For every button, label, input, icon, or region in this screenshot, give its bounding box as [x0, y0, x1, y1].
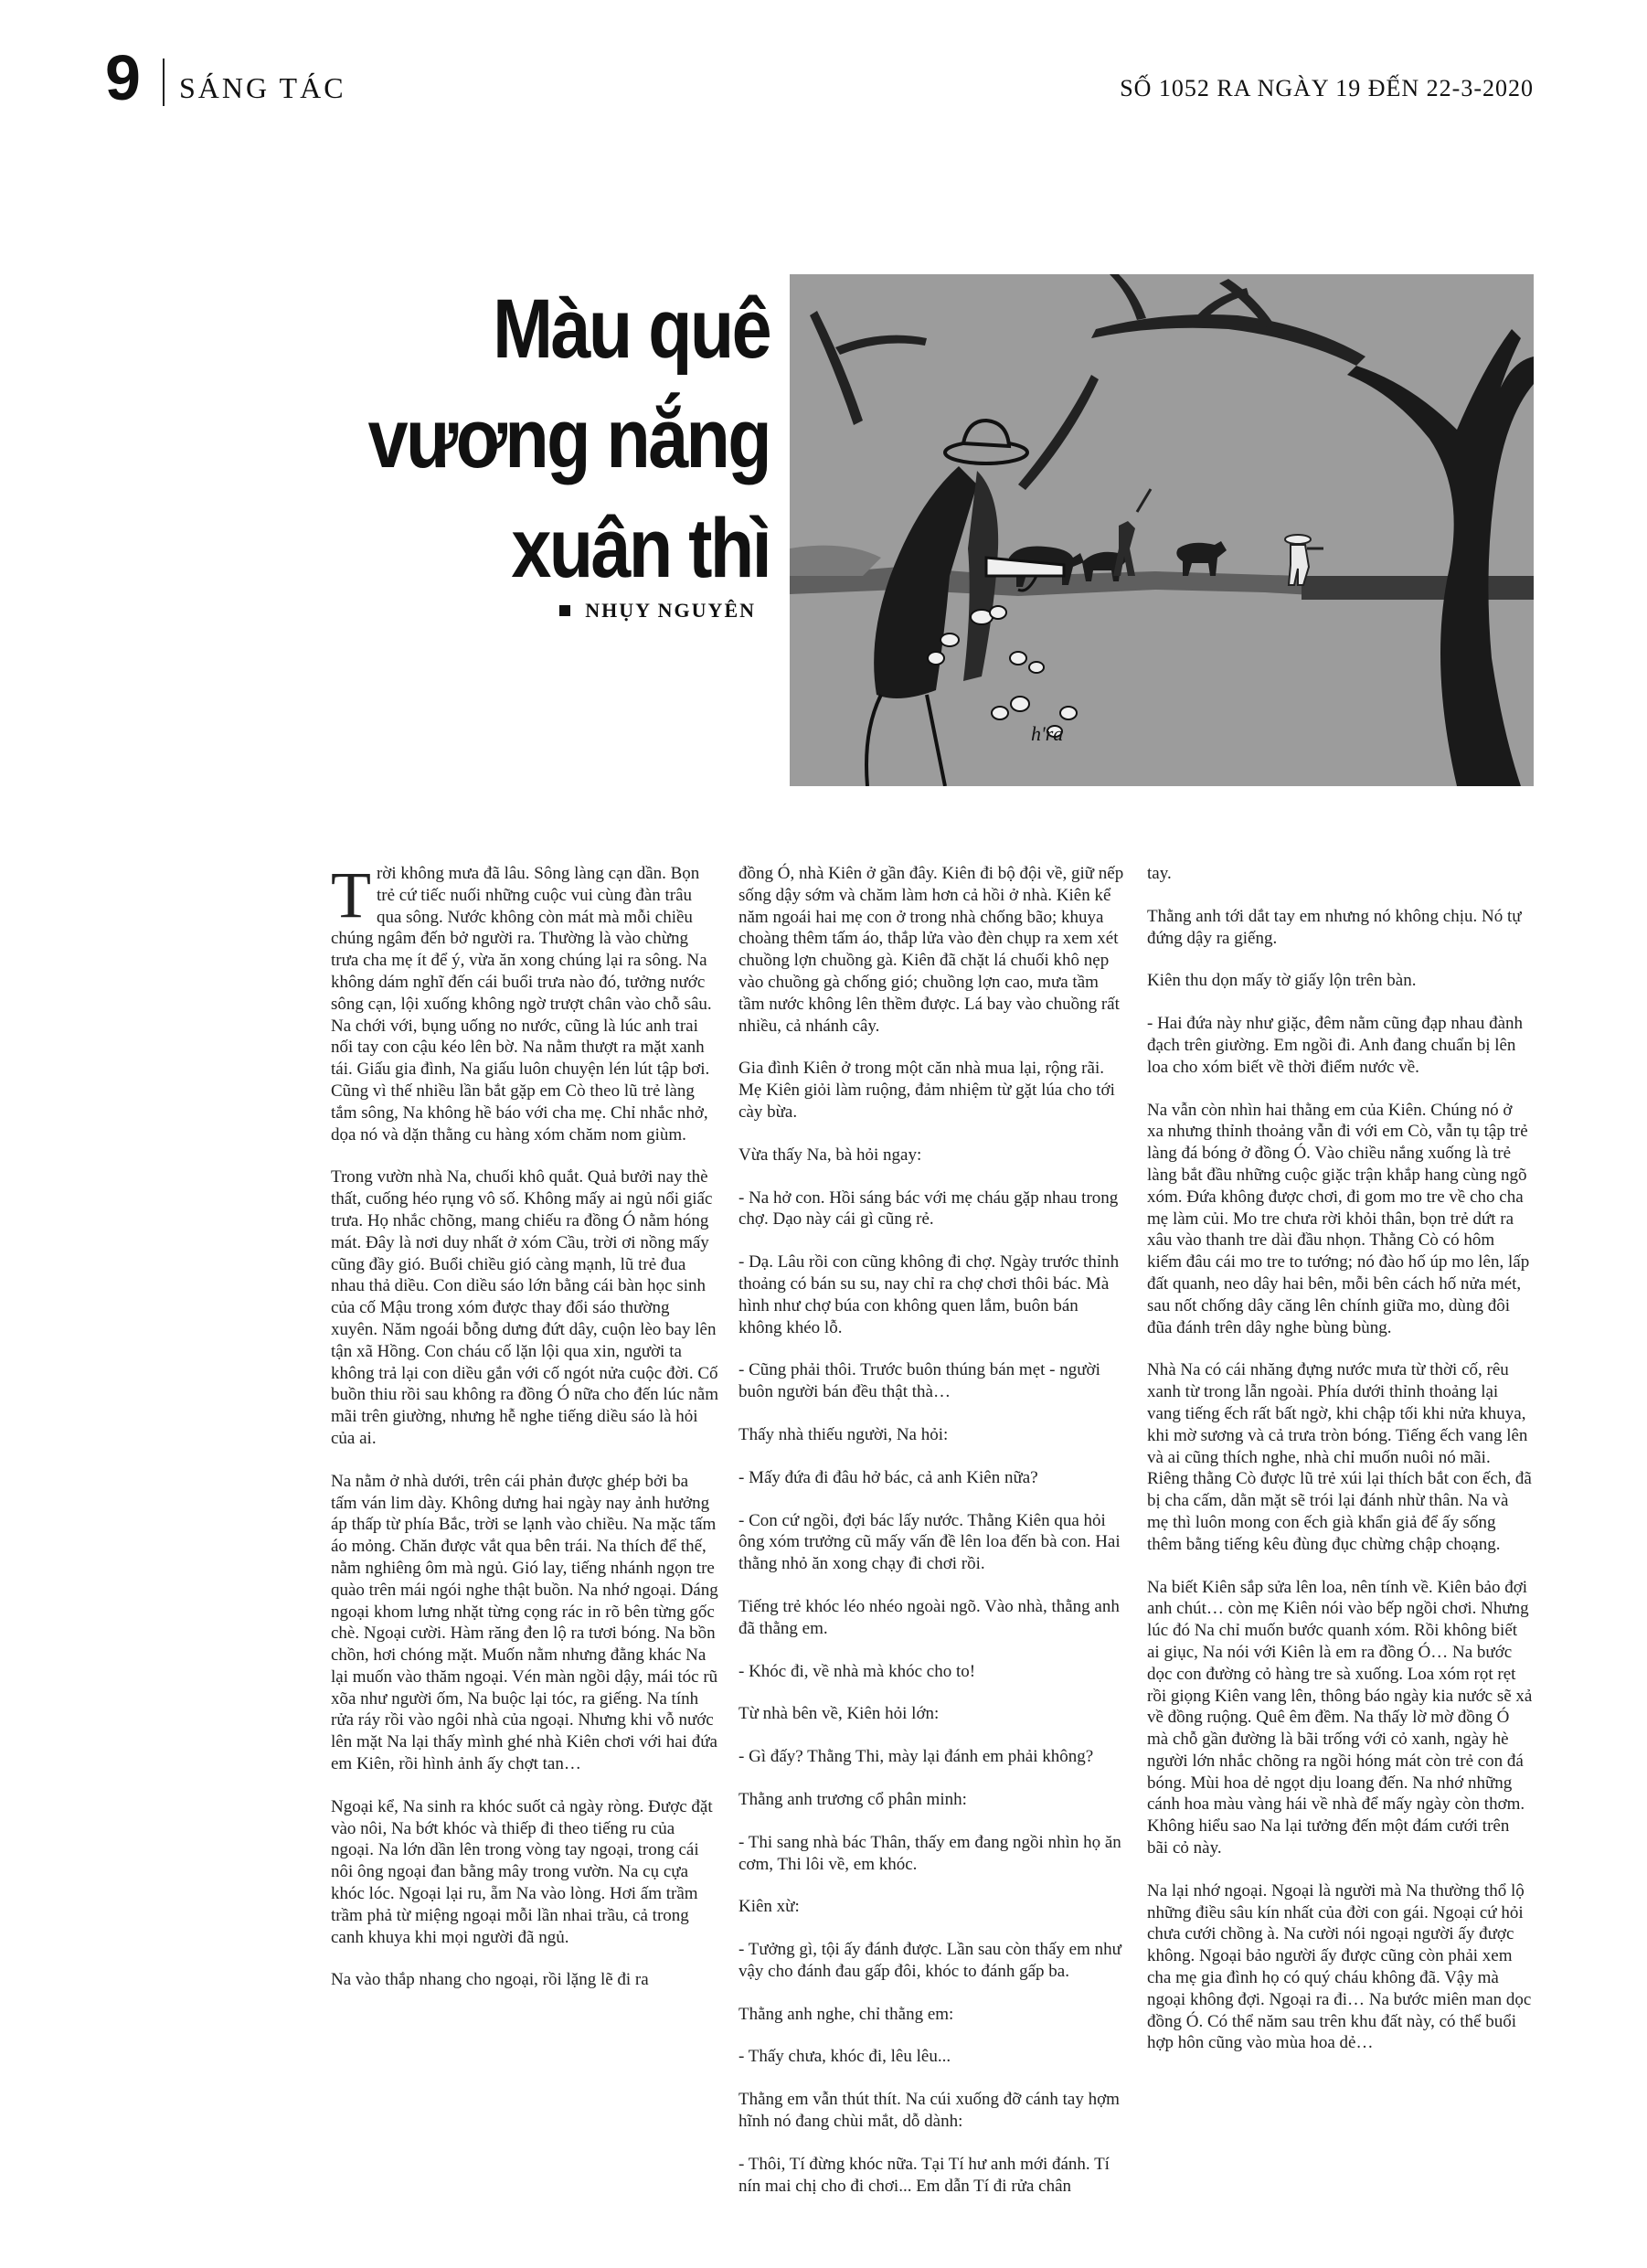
- illustration: [790, 274, 1534, 786]
- paragraph: Kiên thu dọn mấy tờ giấy lộn trên bàn.: [1147, 971, 1417, 991]
- title-line: Màu quê: [493, 282, 770, 376]
- paragraph: Na vẫn còn nhìn hai thằng em của Kiên. Chúng nó ở xa nhưng thỉnh thoảng vẫn đi với em Cò, vẫn tụ tập trẻ làng đá bóng ở đồng Ó. Vào chiều nắng xuống là trẻ làng bắt đầu những cuộc giặc trận khắp hang cùng ngõ xóm. Đứa không được chơi, đi gom mo tre về cho cha mẹ làm củi. Mo tre chưa rời khỏi thân, bọn trẻ dứt ra xâu vào thanh tre dài đầu nhọn. Thằng Cò có hôm kiếm đâu cái mo tre to tướng; nó đào hố úp mo lên, lấp đất quanh, neo dây hai bên, mỗi bên cách hố nửa mét, sau nốt chống dây căng lên chính giữa mo, dùng đôi đũa đánh trên dây nghe bùng bùng.: [1147, 1100, 1530, 1337]
- paragraph: Na biết Kiên sắp sửa lên loa, nên tính về. Kiên bảo đợi anh chút… còn mẹ Kiên nói vào bếp ngồi chơi. Nhưng lúc đó Na chỉ muốn bước quanh xóm. Rồi không biết ai giục, Na nói với Kiên là em ra đồng Ó… Na bước dọc con đường cỏ hàng tre sà xuống. Loa xóm rọt rẹt rồi giọng Kiên vang lên, thông báo ngày kia nước sẽ xả về đồng ruộng. Quê êm đềm. Na thấy lờ mờ đồng Ó mà chỗ gần đường là bãi trống với cỏ xanh, ngày hè người lớn nhắc chõng ra ngồi hóng mát còn trẻ con đá bóng. Mùi hoa dẻ ngọt dịu loang đến. Na nhớ những cánh hoa màu vàng hái về nhà để mấy ngày còn thơm. Không hiểu sao Na lại tưởng đến một đám cưới trên bãi cỏ này.: [1147, 1577, 1533, 1858]
- drop-cap: T: [331, 858, 371, 932]
- author-name: NHỤY NGUYÊN: [585, 599, 756, 622]
- paragraph: Tiếng trẻ khóc léo nhéo ngoài ngõ. Vào nhà, thằng anh đã thằng em.: [738, 1596, 1120, 1638]
- paragraph: - Khóc đi, về nhà mà khóc cho to!: [738, 1661, 976, 1681]
- bullet-square-icon: [559, 605, 570, 616]
- paragraph: Thằng anh trương cổ phân minh:: [738, 1789, 967, 1809]
- section-label: SÁNG TÁC: [179, 71, 346, 104]
- paragraph: Gia đình Kiên ở trong một căn nhà mua lại, rộng rãi. Mẹ Kiên giỏi làm ruộng, đảm nhiệm từ gặt lúa cho tới cày bừa.: [738, 1059, 1115, 1122]
- issue-info: SỐ 1052 RA NGÀY 19 ĐẾN 22-3-2020: [1120, 75, 1534, 101]
- paragraph: Nhà Na có cái nhăng đựng nước mưa từ thời cố, rêu xanh từ trong lẫn ngoài. Phía dưới thỉnh thoảng lại vang tiếng ếch rất bất ngờ, khi chập tối khi nửa khuya, khi mờ sương và cả trưa tròn bóng. Tiếng ếch vang lên và ai cũng thích nghe, nhà chỉ muốn nuôi nó mãi. Riêng thằng Cò được lũ trẻ xúi lại thích bắt con ếch, đã bị cha cấm, dằn mặt sẽ trói lại đánh nhừ thân. Na và mẹ thì luôn mong con ếch già khẩn giả để ấy sống thêm bằng tiếng kêu đùng đục chừng chập choạng.: [1147, 1360, 1532, 1554]
- header-divider: [163, 59, 165, 106]
- article-column-1: [331, 858, 718, 2012]
- article-column-2: [738, 863, 1125, 2218]
- paragraph: Trong vườn nhà Na, chuối khô quắt. Quả bưởi nay thè thất, cuống héo rụng vô số. Không mấy ai ngủ nổi giấc trưa. Họ nhắc chõng, mang chiếu ra đồng Ó nằm hóng mát. Đây là nơi duy nhất ở xóm Cầu, trời ơi nồng mấy cũng đầy gió. Buổi chiều gió càng mạnh, lũ trẻ đua nhau thả diều. Con diều sáo lớn bằng cái bàn học sinh của cố Mậu trong xóm được thay đổi sáo thường xuyên. Năm ngoái bỗng dưng đứt dây, cuộn lèo bay lên tận xã Hồng. Con cháu cố lặn lội qua xin, người ta không trả lại con diều gắn với cố ngót nửa cuộc đời. Cố buồn thiu rồi sau không ra đồng Ó nữa cho đến lúc nằm mãi trên giường, nhưng hễ nghe tiếng diều sáo là hỏi của ai.: [331, 1167, 718, 1448]
- paragraph: Ngoại kể, Na sinh ra khóc suốt cả ngày ròng. Được đặt vào nôi, Na bớt khóc và thiếp đi theo tiếng ru của ngoại. Na lớn dần lên trong vòng tay ngoại, trong cái nôi ông ngoại đan bằng mây trong vườn. Na cụ cựa khóc lóc. Ngoại lại ru, ẵm Na vào lòng. Hơi ấm trầm trầm phả từ miệng ngoại mỗi lần nhai trầu, cả trong canh khuya khi mọi người đã ngủ.: [331, 1796, 713, 1947]
- paragraph: đồng Ó, nhà Kiên ở gần đây. Kiên đi bộ đội về, giữ nếp sống dậy sớm và chăm làm hơn cả hồi ở nhà. Kiên kể năm ngoái hai mẹ con ở trong nhà chống bão; khuya choàng thêm tấm áo, thắp lửa vào đèn chụp ra xem xét chuồng lợn chuồng gà. Kiên đã chặt lá chuối khô nẹp vào chuồng gà chống gió; chuồng lợn cao, mưa tầm tầm nước không lên thềm được. Lá bay vào chuồng rất nhiều, cả nhánh cây.: [738, 864, 1124, 1036]
- paragraph: Thằng anh tới dắt tay em nhưng nó không chịu. Nó tự đứng dậy ra giếng.: [1147, 906, 1522, 948]
- byline: [559, 599, 756, 623]
- paragraph: - Tưởng gì, tội ấy đánh được. Lần sau còn thấy em như vậy cho đánh đau gấp đôi, khóc to đánh gấp ba.: [738, 1940, 1121, 1981]
- paragraph: - Thấy chưa, khóc đi, lêu lêu...: [738, 2047, 951, 2067]
- paragraph: - Thi sang nhà bác Thân, thấy em đang ngồi nhìn họ ăn cơm, Thi lôi về, em khóc.: [738, 1832, 1121, 1874]
- paragraph: Na lại nhớ ngoại. Ngoại là người mà Na thường thổ lộ những điều sâu kín nhất của đời con gái. Ngoại cứ hỏi chưa cưới chồng à. Na cười nói ngoại người ấy được không. Ngoại bảo người ấy được cũng còn phải xem cha mẹ gia đình họ có quý cháu không đã. Vậy mà ngoại không đợi. Ngoại ra đi… Na bước miên man dọc đồng Ó. Có thể năm sau trên khu đất này, có thể buổi hợp hôn cũng vào mùa hoa dẻ…: [1147, 1880, 1532, 2053]
- title-line: xuân thì: [511, 502, 770, 595]
- paragraph: - Mấy đứa đi đâu hở bác, cả anh Kiên nữa?: [738, 1467, 1038, 1487]
- paragraph: - Dạ. Lâu rồi con cũng không đi chợ. Ngày trước thỉnh thoảng có bán su su, nay chỉ ra chợ chơi thôi bác. Mà hình như chợ búa con không quen lắm, buôn bán không khéo lỗ.: [738, 1252, 1120, 1337]
- paragraph: Na vào thắp nhang cho ngoại, rồi lặng lẽ đi ra: [331, 1970, 649, 1990]
- paragraph: Thằng em vẫn thút thít. Na cúi xuống đỡ cánh tay hợm hĩnh nó đang chùi mắt, dỗ dành:: [738, 2090, 1120, 2132]
- page-number: 9: [105, 42, 141, 113]
- article-title: [329, 274, 770, 603]
- article-column-3: [1147, 863, 1533, 2075]
- paragraph: - Gì đấy? Thằng Thi, mày lại đánh em phải không?: [738, 1747, 1094, 1767]
- paragraph: Kiên xừ:: [738, 1897, 800, 1917]
- paragraph: Thằng anh nghe, chỉ thằng em:: [738, 2004, 954, 2024]
- paragraph: - Con cứ ngồi, đợi bác lấy nước. Thằng Kiên qua hỏi ông xóm trưởng cũ mấy vấn đề lên loa đến bà con. Hai thằng nhỏ ăn xong chạy đi chơi rồi.: [738, 1510, 1121, 1574]
- paragraph: Thấy nhà thiếu người, Na hỏi:: [738, 1424, 949, 1444]
- paragraph: - Thôi, Tí đừng khóc nữa. Tại Tí hư anh mới đánh. Tí nín mai chị cho đi chơi... Em dẫn Tí đi rửa chân: [738, 2154, 1110, 2196]
- paragraph: tay.: [1147, 864, 1172, 883]
- paragraph-text: rời không mưa đã lâu. Sông làng cạn dần. Bọn trẻ cứ tiếc nuối những cuộc vui cùng đàn trâu qua sông. Nước không còn mát mà mỗi chiều chúng ngâm đến bở người ra. Thường là vào chừng trưa cha mẹ ít để ý, vừa ăn xong chúng lại ra sông. Na không dám nghĩ đến cái buổi trưa nào đó, tưởng nước sông cạn, lội xuống không ngờ trượt chân vào chỗ sâu. Na chới với, bụng uống no nước, cũng là lúc anh trai nối tay con cậu kéo lên bờ. Na nằm thượt ra mặt xanh tái. Giấu gia đình, Na giấu luôn chuyện lén lút tập bơi. Cũng vì thế nhiều lần bắt gặp em Cò theo lũ trẻ làng tắm sông, Na không hề báo với cha mẹ. Chỉ nhắc nhở, dọa nó và dặn thằng cu hàng xóm chăm nom giùm.: [331, 864, 712, 1145]
- paragraph: - Na hở con. Hồi sáng bác với mẹ cháu gặp nhau trong chợ. Dạo này cái gì cũng rẻ.: [738, 1187, 1119, 1230]
- title-line: vương nắng: [367, 392, 770, 485]
- paragraph: Na nằm ở nhà dưới, trên cái phản được ghép bởi ba tấm ván lim dày. Không dưng hai ngày nay ảnh hưởng áp thấp từ phía Bắc, trời se lạnh vào chiều. Na mặc tấm áo mỏng. Chăn được vắt qua bên trái. Na thích để thế, nằm nghiêng ôm mà ngủ. Gió lay, tiếng nhánh ngọn tre quào trên mái ngói nghe thật buồn. Na nhớ ngoại. Dáng ngoại khom lưng nhặt từng cọng rác in rõ bên từng gốc chè. Ngoại cười. Hàm răng đen lộ ra tươi bóng. Na bồn chồn, hơi chóng mặt. Muốn nằm nhưng đằng khác Na lại muốn vào thăm ngoại. Vén màn ngồi dậy, mái tóc rũ xõa như người ốm, Na buộc lại tóc, ra giếng. Na tính rửa ráy rồi vào ngôi nhà của ngoại. Nhưng khi vỗ nước lên mặt Na lại thấy mình ghé nhà Kiên chơi với hai đứa em Kiên, rồi hình ảnh ấy chợt tan…: [331, 1471, 718, 1774]
- paragraph: Từ nhà bên về, Kiên hỏi lớn:: [738, 1704, 940, 1724]
- paragraph: - Hai đứa này như giặc, đêm nằm cũng đạp nhau đành đạch trên giường. Em ngồi đi. Anh đang chuẩn bị lên loa cho xóm biết về thời điểm nước về.: [1147, 1014, 1524, 1077]
- paragraph: - Cũng phải thôi. Trước buôn thúng bán mẹt - người buôn người bán đều thật thà…: [738, 1360, 1100, 1402]
- artist-signature: h'ra: [1031, 722, 1064, 745]
- paragraph: [331, 858, 718, 1145]
- paragraph: Vừa thấy Na, bà hỏi ngay:: [738, 1145, 922, 1165]
